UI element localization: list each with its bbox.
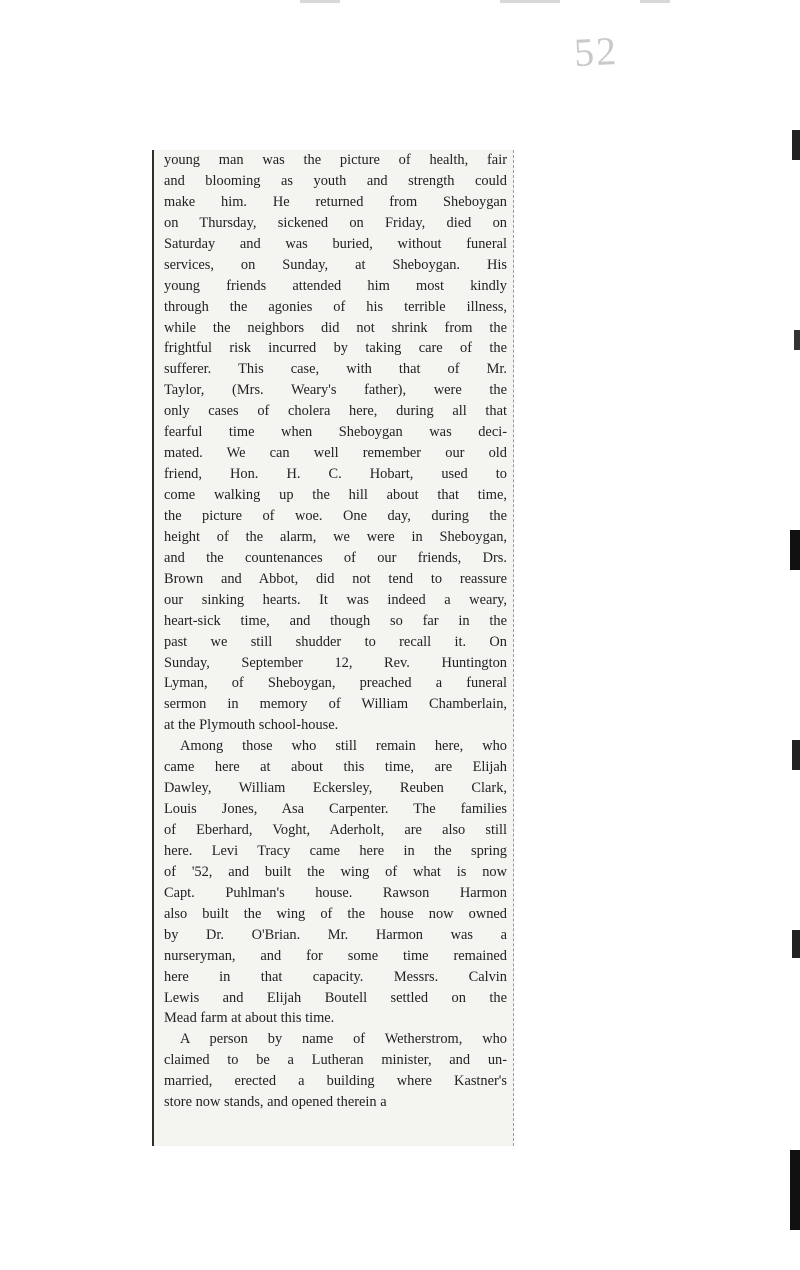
text-line: young man was the picture of health, fair xyxy=(164,152,507,168)
text-line: only cases of cholera here, during all that xyxy=(164,403,507,420)
text-column xyxy=(164,150,507,1113)
scan-edge-mark xyxy=(792,130,800,160)
text-line: Among those who still remain here, who xyxy=(180,738,507,755)
text-line: make him. He returned from Sheboygan xyxy=(164,193,507,210)
article-paragraph xyxy=(164,1029,507,1113)
text-line: fearful time when Sheboygan was deci- xyxy=(164,424,507,441)
text-line: young friends attended him most kindly xyxy=(164,277,507,294)
text-line: Mead farm at about this time. xyxy=(164,1010,335,1027)
text-line: Lewis and Elijah Boutell settled on the xyxy=(164,989,507,1006)
text-line: frightful risk incurred by taking care of the xyxy=(164,340,507,357)
text-line: nurseryman, and for some time remained xyxy=(164,947,507,964)
text-line: our sinking hearts. It was indeed a weary, xyxy=(164,591,507,608)
text-line: and the countenances of our friends, Drs. xyxy=(164,549,507,566)
text-line: Saturday and was buried, without funeral xyxy=(164,235,507,252)
text-line: the picture of woe. One day, during the xyxy=(164,507,507,524)
text-line: mated. We can well remember our old xyxy=(164,445,507,462)
text-line: sermon in memory of William Chamberlain, xyxy=(164,696,507,713)
text-line: married, erected a building where Kastner's xyxy=(164,1073,507,1090)
text-line: while the neighbors did not shrink from the xyxy=(164,319,507,336)
text-line: Sunday, September 12, Rev. Huntington xyxy=(164,654,507,671)
text-line: Dawley, William Eckersley, Reuben Clark, xyxy=(164,780,507,797)
text-line: Lyman, of Sheboygan, preached a funeral xyxy=(164,675,507,692)
text-line: and blooming as youth and strength could xyxy=(164,172,507,189)
scan-edge-mark xyxy=(794,330,800,350)
text-line: come walking up the hill about that time, xyxy=(164,487,507,503)
text-line: heart-sick time, and though so far in the xyxy=(164,612,507,629)
page-number: 52 xyxy=(572,27,620,76)
text-line: Capt. Puhlman's house. Rawson Harmon xyxy=(164,884,507,901)
text-line: friend, Hon. H. C. Hobart, used to xyxy=(164,466,507,483)
text-line: of Eberhard, Voght, Aderholt, are also still xyxy=(164,822,507,838)
text-line: through the agonies of his terrible illness, xyxy=(164,298,507,315)
text-line: store now stands, and opened therein a xyxy=(164,1094,387,1111)
scan-edge-mark xyxy=(792,930,800,958)
text-line: Brown and Abbot, did not tend to reassure xyxy=(164,570,507,587)
text-line: Louis Jones, Asa Carpenter. The families xyxy=(164,801,507,818)
text-line: sufferer. This case, with that of Mr. xyxy=(164,361,507,378)
text-line: at the Plymouth school-house. xyxy=(164,717,339,734)
scan-edge-mark xyxy=(790,1150,800,1230)
text-line: by Dr. O'Brian. Mr. Harmon was a xyxy=(164,926,507,943)
text-line: A person by name of Wetherstrom, who xyxy=(180,1031,507,1048)
text-line: on Thursday, sickened on Friday, died on xyxy=(164,214,507,231)
text-line: claimed to be a Lutheran minister, and un- xyxy=(164,1052,507,1069)
text-line: past we still shudder to recall it. On xyxy=(164,633,507,650)
article-paragraph xyxy=(164,736,507,1029)
text-line: came here at about this time, are Elijah xyxy=(164,759,507,776)
text-line: here in that capacity. Messrs. Calvin xyxy=(164,968,507,985)
text-line: services, on Sunday, at Sheboygan. His xyxy=(164,256,507,273)
text-line: Taylor, (Mrs. Weary's father), were the xyxy=(164,382,507,399)
scan-edge-mark xyxy=(790,530,800,570)
text-line: of '52, and built the wing of what is now xyxy=(164,863,507,880)
text-line: height of the alarm, we were in Sheboygan, xyxy=(164,528,507,545)
text-line: here. Levi Tracy came here in the spring xyxy=(164,842,507,859)
scan-edge-mark xyxy=(792,740,800,770)
newspaper-clipping xyxy=(152,150,514,1146)
article-paragraph xyxy=(164,150,507,736)
scan-top-marks xyxy=(0,0,800,8)
text-line: also built the wing of the house now owned xyxy=(164,905,507,922)
